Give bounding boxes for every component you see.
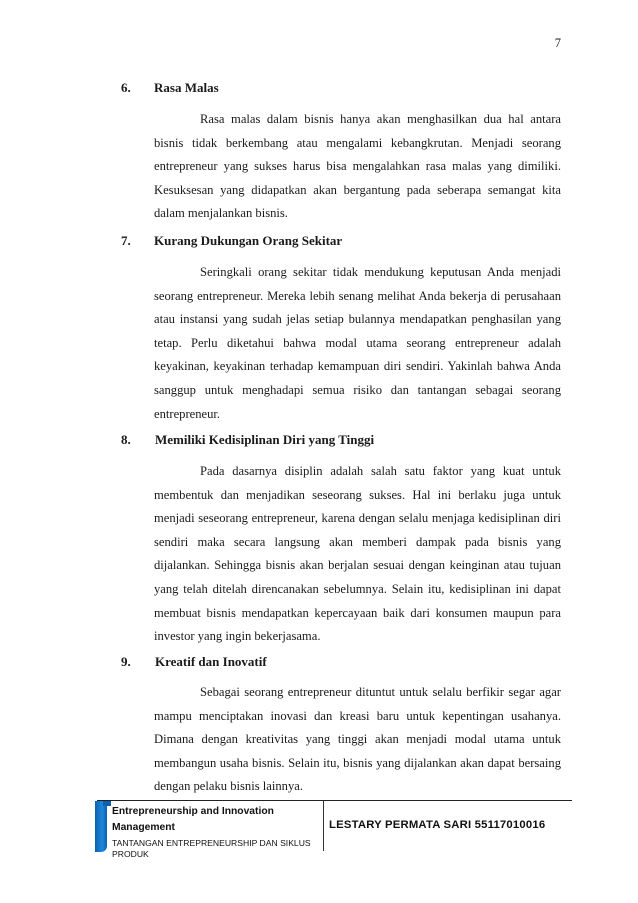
section-paragraph-9: Sebagai seorang entrepreneur dituntut untuk selalu berfikir segar agar mampu menciptakan inovasi dan kreasi baru untuk kepentingan usahanya. Dimana dengan kreativitas yang tinggi akan menjadi modal utama untuk membangun usaha bisnis. Selain itu, bisnis yang dijalankan akan dapat bersaing dengan pelaku bisnis lainnya. (154, 685, 561, 794)
section-heading-7 (121, 233, 342, 249)
section-paragraph-8: Pada dasarnya disiplin adalah salah satu faktor yang kuat untuk membentuk dan menjadikan seseorang sukses. Hal ini berlaku juga untuk menjadi seseorang entrepreneur, karena dengan selalu menjaga kedisiplinan diri sendiri maka secara langsung akan memberi dampak pada bisnis yang dijalankan. Sehingga bisnis akan berjalan sesuai dengan keinginan atau tujuan yang telah ditelah direncanakan sebelumnya. Selain itu, kedisiplinan ini dapat membuat bisnis mendapatkan kepercayaan baik dari konsumen maupun para investor yang ingin bekerjasama. (154, 464, 561, 644)
section-heading-9 (121, 654, 267, 670)
footer-course-block (112, 804, 317, 859)
section-paragraph-7: Seringkali orang sekitar tidak mendukung keputusan Anda menjadi seorang entrepreneur. Mereka lebih senang melihat Anda bekerja di perusahaan atau instansi yang sudah jelas setiap bulannya mendapatkan penghasilan yang tetap. Perlu diketahui bahwa modal utama seorang entrepreneur adalah keyakinan, keyakinan terhadap kemampuan diri sendiri. Yakinlah bahwa Anda sanggup untuk menghadapi semua risiko dan tantangan sebagai seorang entrepreneur. (154, 265, 561, 421)
section-heading-8 (121, 432, 374, 448)
section-number: 7. (121, 233, 131, 248)
footer-accent-cap (103, 801, 111, 806)
section-number: 9. (121, 654, 131, 669)
footer-accent-bar (95, 801, 107, 852)
page-number: 7 (554, 36, 561, 50)
footer-author: LESTARY PERMATA SARI 55117010016 (329, 819, 546, 831)
footer-divider (323, 801, 324, 851)
section-number: 8. (121, 432, 131, 447)
section-title: Kurang Dukungan Orang Sekitar (154, 233, 343, 248)
footer-rule (97, 800, 572, 801)
section-title: Rasa Malas (154, 80, 219, 95)
section-title: Memiliki Kedisiplinan Diri yang Tinggi (155, 432, 375, 447)
section-heading-6 (121, 80, 219, 96)
footer-topic: TANTANGAN ENTREPRENEURSHIP DAN SIKLUS PRODUK (112, 838, 311, 859)
section-paragraph-6: Rasa malas dalam bisnis hanya akan menghasilkan dua hal antara bisnis tidak berkembang atau mengalami kebangkrutan. Menjadi seorang entrepreneur yang sukses harus bisa mengalahkan rasa malas yang dimiliki. Kesuksesan yang didapatkan akan bergantung pada seberapa semangat kita dalam menjalankan bisnis. (154, 112, 561, 221)
section-title: Kreatif dan Inovatif (155, 654, 267, 669)
section-number: 6. (121, 80, 131, 95)
footer-course-title: Entrepreneurship and Innovation Management (112, 806, 274, 833)
